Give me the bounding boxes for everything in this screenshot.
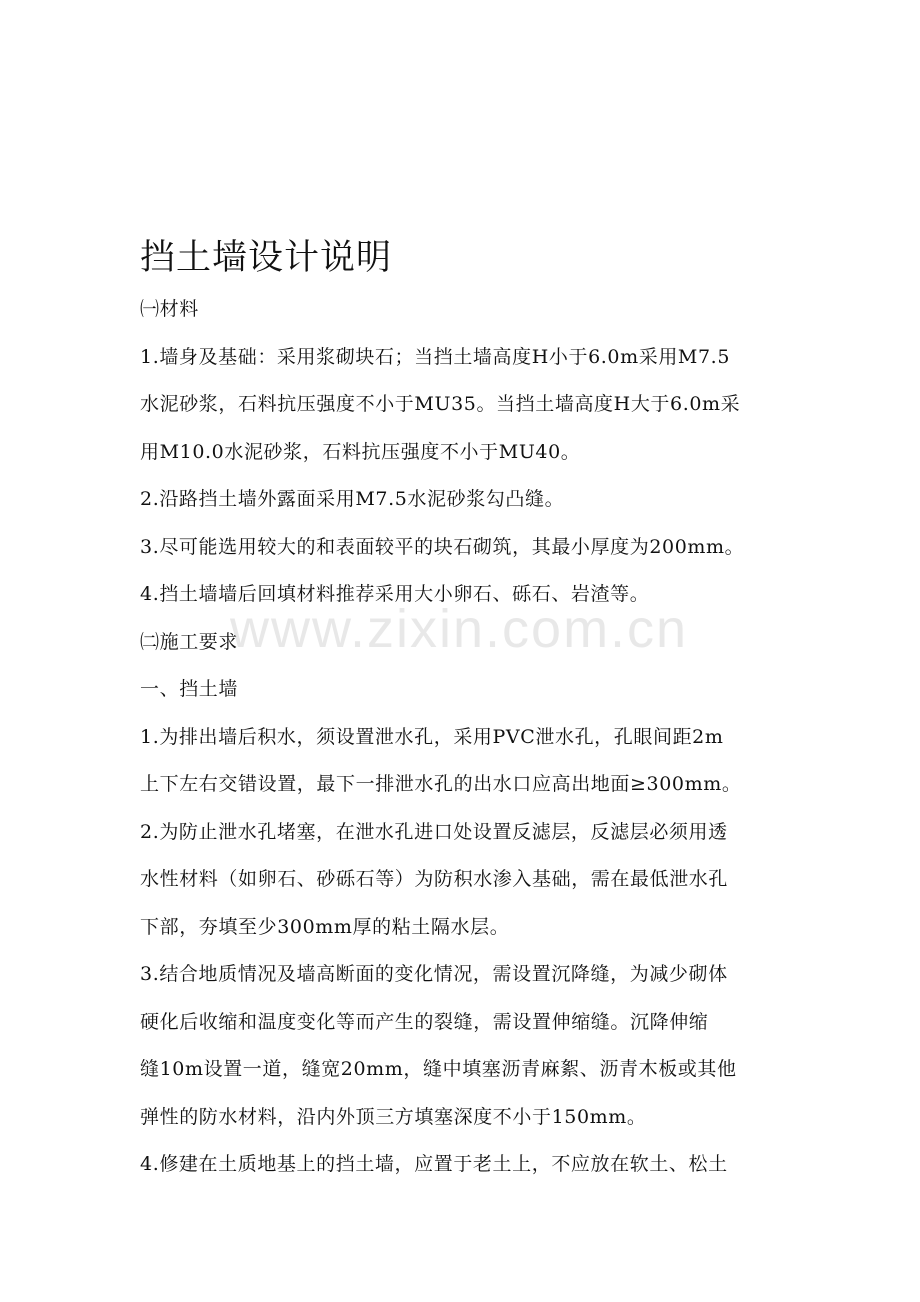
paragraph-line: 下部，夯填至少300mm厚的粘土隔水层。 xyxy=(140,915,510,938)
paragraph-line: 上下左右交错设置，最下一排泄水孔的出水口应高出地面≥300mm。 xyxy=(140,773,742,795)
paragraph-line: 2.沿路挡土墙外露面采用M7.5水泥砂浆勾凸缝。 xyxy=(140,488,565,510)
paragraph-line: 用M10.0水泥砂浆，石料抗压强度不小于MU40。 xyxy=(140,440,581,463)
paragraph-line: 1.墙身及基础：采用浆砌块石；当挡土墙高度H小于6.0m采用M7.5 xyxy=(140,345,731,368)
paragraph-line: 2.为防止泄水孔堵塞，在泄水孔进口处设置反滤层，反滤层必须用透 xyxy=(140,820,728,843)
section-heading-materials: ㈠材料 xyxy=(140,298,199,320)
subsection-heading-retaining-wall: 一、挡土墙 xyxy=(140,678,239,700)
paragraph-line: 水性材料（如卵石、砂砾石等）为防积水渗入基础，需在最低泄水孔 xyxy=(140,868,729,890)
paragraph-line: 1.为排出墙后积水，须设置泄水孔，采用PVC泄水孔，孔眼间距2m xyxy=(140,725,724,748)
paragraph-line: 水泥砂浆，石料抗压强度不小于MU35。当挡土墙高度H大于6.0m采 xyxy=(140,393,741,415)
document-page xyxy=(140,236,788,1189)
paragraph-line: 弹性的防水材料，沿内外顶三方填塞深度不小于150mm。 xyxy=(140,1105,647,1128)
section-heading-construction: ㈡施工要求 xyxy=(140,630,239,653)
paragraph-line: 硬化后收缩和温度变化等而产生的裂缝，需设置伸缩缝。沉降伸缩 xyxy=(140,1010,709,1033)
paragraph-line: 3.结合地质情况及墙高断面的变化情况，需设置沉降缝，为减少砌体 xyxy=(140,963,728,985)
paragraph-line: 4.修建在土质地基上的挡土墙，应置于老土上，不应放在软土、松土 xyxy=(140,1153,728,1175)
paragraph-line: 缝10m设置一道，缝宽20mm，缝中填塞沥青麻絮、沥青木板或其他 xyxy=(140,1058,737,1080)
paragraph-line: 3.尽可能选用较大的和表面较平的块石砌筑，其最小厚度为200mm。 xyxy=(140,535,745,558)
paragraph-line: 4.挡土墙墙后回填材料推荐采用大小卵石、砾石、岩渣等。 xyxy=(140,583,650,605)
document-title: 挡土墙设计说明 xyxy=(140,238,393,278)
watermark: www.zixin.com.cn xyxy=(230,599,689,659)
